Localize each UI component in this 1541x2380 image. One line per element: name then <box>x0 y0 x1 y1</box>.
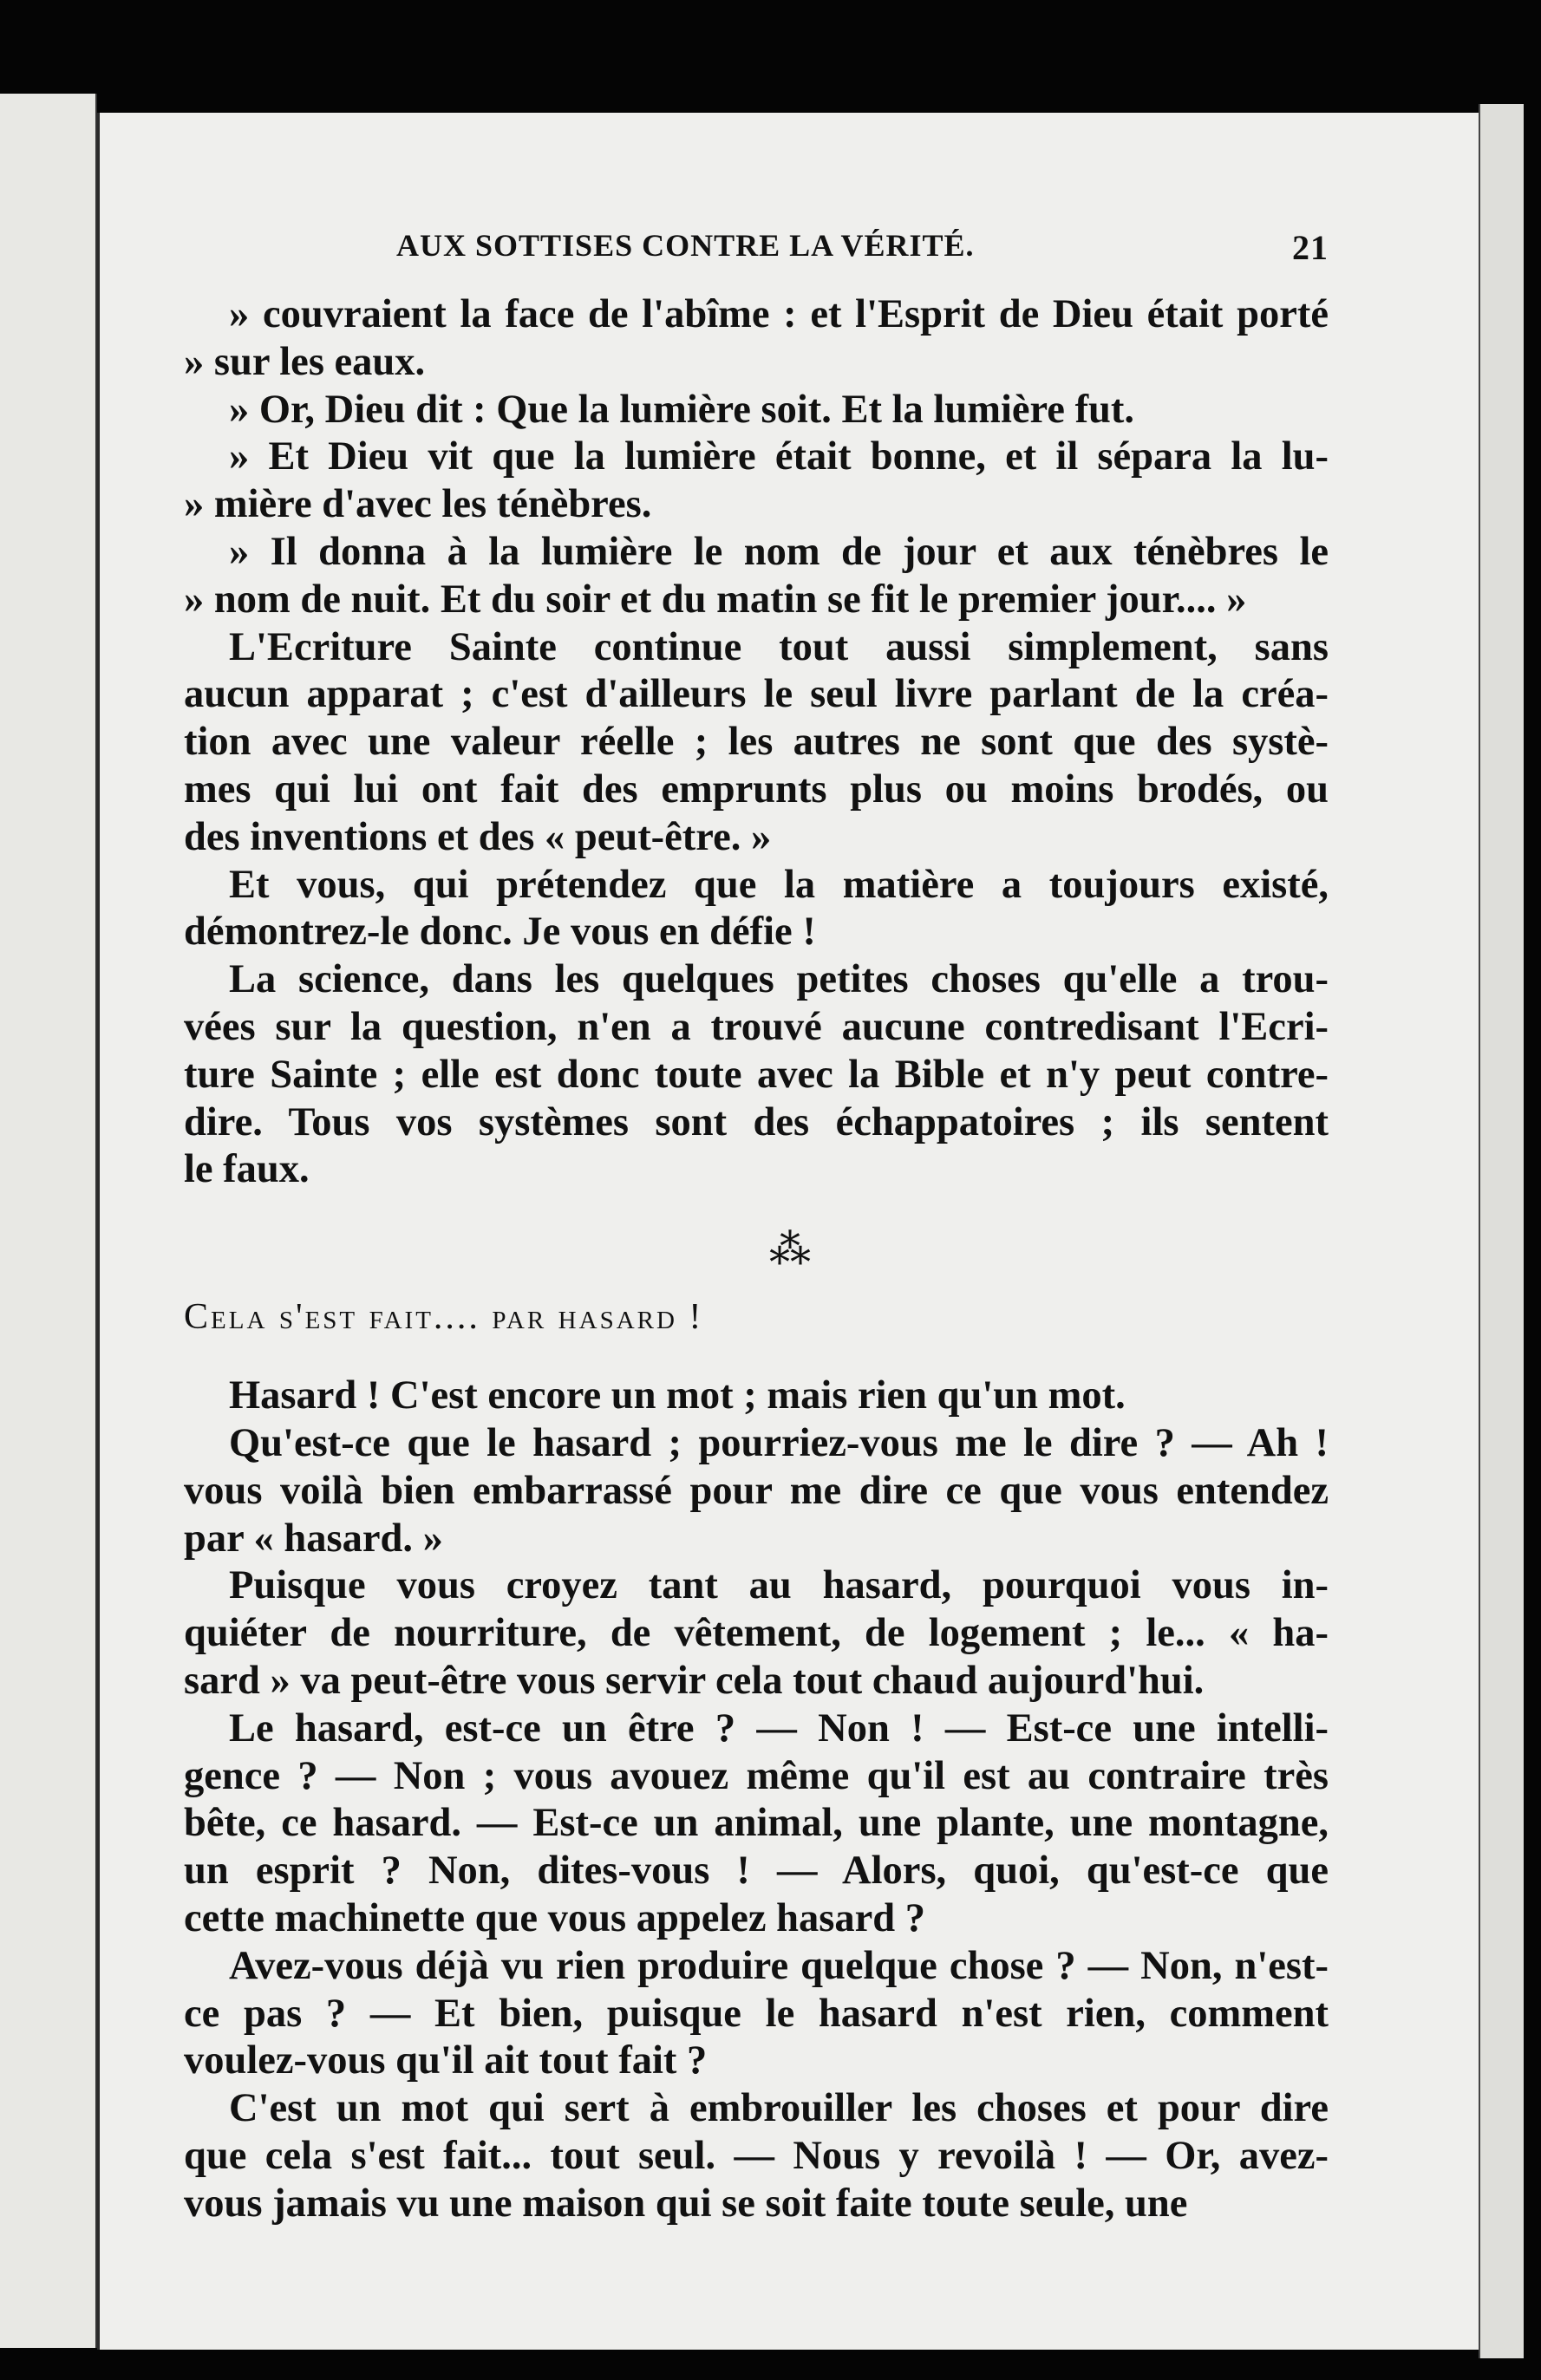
running-header <box>184 227 1329 276</box>
facing-page-edge <box>0 94 97 2348</box>
page-stack-edge <box>1479 104 1524 2358</box>
body-text-part2 <box>184 1373 1329 2227</box>
text-line: par « hasard. » <box>184 1516 443 1561</box>
text-line: aucun apparat ; c'est d'ailleurs le seul livre parlant de la créa- <box>184 672 1329 717</box>
text-line: vous jamais vu une maison qui se soit faite toute seule, une <box>184 2181 1188 2226</box>
text-line: Le hasard, est-ce un être ? — Non ! — Est-ce une intelli- <box>229 1705 1329 1751</box>
text-line: bête, ce hasard. — Est-ce un animal, une plante, une montagne, <box>184 1801 1329 1846</box>
text-line: que cela s'est fait... tout seul. — Nous y revoilà ! — Or, avez- <box>184 2133 1329 2178</box>
text-line: Avez-vous déjà vu rien produire quelque chose ? — Non, n'est- <box>229 1943 1329 1988</box>
text-line: mes qui lui ont fait des emprunts plus ou moins brodés, ou <box>184 766 1329 812</box>
text-line: démontrez-le donc. Je vous en défie ! <box>184 910 816 955</box>
text-line: voulez-vous qu'il ait tout fait ? <box>184 2038 708 2083</box>
text-line: La science, dans les quelques petites choses qu'elle a trou- <box>229 957 1329 1002</box>
text-line: » mière d'avec les ténèbres. <box>184 482 652 527</box>
text-line: gence ? — Non ; vous avouez même qu'il est au contraire très <box>184 1753 1329 1798</box>
text-line: dire. Tous vos systèmes sont des échappatoires ; ils sentent <box>184 1099 1329 1144</box>
text-line: Puisque vous croyez tant au hasard, pourquoi vous in- <box>229 1563 1329 1608</box>
text-line: tion avec une valeur réelle ; les autres ne sont que des systè- <box>184 720 1329 765</box>
text-line: des inventions et des « peut-être. » <box>184 814 772 859</box>
section-separator: ⁂ <box>769 1227 813 1274</box>
page-text <box>184 227 1329 2227</box>
text-line: » Et Dieu vit que la lumière était bonne, et il sépara la lu- <box>229 434 1329 479</box>
page-number: 21 <box>1292 228 1329 267</box>
text-line: un esprit ? Non, dites-vous ! — Alors, quoi, qu'est-ce que <box>184 1849 1329 1894</box>
running-title: AUX SOTTISES CONTRE LA VÉRITÉ. <box>396 228 975 263</box>
text-line: » sur les eaux. <box>184 339 426 384</box>
text-line: » couvraient la face de l'abîme : et l'Esprit de Dieu était porté <box>229 292 1329 336</box>
text-line: C'est un mot qui sert à embrouiller les choses et pour dire <box>229 2086 1329 2131</box>
text-line: Qu'est-ce que le hasard ; pourriez-vous me le dire ? — Ah ! <box>229 1420 1329 1465</box>
text-line: sard » va peut-être vous servir cela tout chaud aujourd'hui. <box>184 1658 1205 1703</box>
text-line: » Il donna à la lumière le nom de jour et aux ténèbres le <box>229 529 1329 574</box>
text-line: Et vous, qui prétendez que la matière a toujours existé, <box>229 862 1329 907</box>
text-line: » Or, Dieu dit : Que la lumière soit. Et la lumière fut. <box>229 387 1135 432</box>
text-line: ce pas ? — Et bien, puisque le hasard n'est rien, comment <box>184 1991 1329 2036</box>
text-line: cette machinette que vous appelez hasard ? <box>184 1895 925 1940</box>
text-line: Hasard ! C'est encore un mot ; mais rien qu'un mot. <box>229 1373 1126 1418</box>
body-text-part1 <box>184 291 1329 1194</box>
text-line: le faux. <box>184 1147 310 1192</box>
text-line: L'Ecriture Sainte continue tout aussi simplement, sans <box>229 624 1329 669</box>
text-line: quiéter de nourriture, de vêtement, de logement ; le... « ha- <box>184 1611 1329 1656</box>
text-line: vous voilà bien embarrassé pour me dire ce que vous entendez <box>184 1468 1329 1513</box>
text-line: vées sur la question, n'en a trouvé aucune contredisant l'Ecri- <box>184 1004 1329 1049</box>
text-line: ture Sainte ; elle est donc toute avec la Bible et n'y peut contre- <box>184 1052 1329 1097</box>
section-heading: Cela s'est fait.... par hasard ! <box>184 1297 704 1338</box>
text-line: » nom de nuit. Et du soir et du matin se fit le premier jour.... » <box>184 577 1247 622</box>
